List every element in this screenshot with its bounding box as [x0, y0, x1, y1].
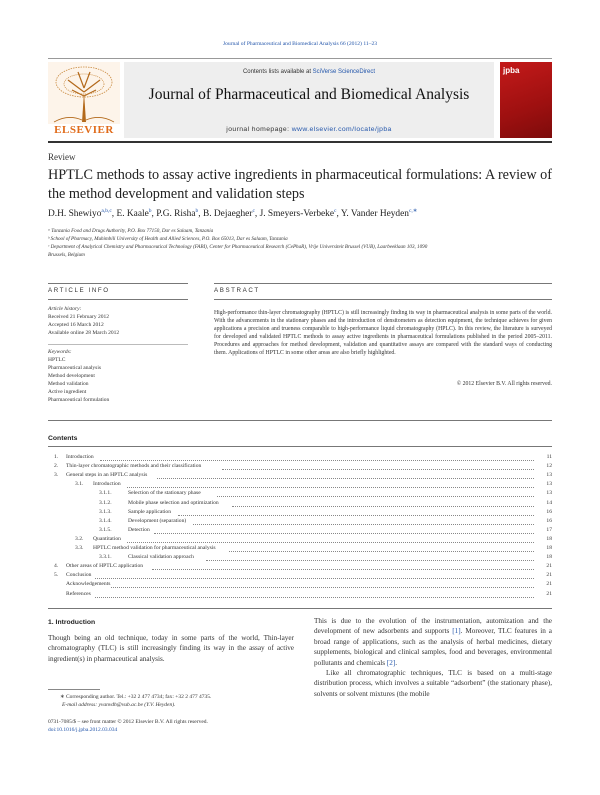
keyword: Pharmaceutical formulation — [48, 397, 110, 403]
toc-page: 21 — [546, 563, 552, 570]
keyword: Method development — [48, 373, 95, 379]
author-list: D.H. Shewiyo$^{a,b,c}$, E. Kaale$^b$, P.G. Risha$^b$, B. Dejaegher$^c$, J. Smeyers-Verbeke$^c$, Y. Vander Heyden$^{c,∗}$ — [48, 208, 418, 220]
abstract-rule-top — [214, 283, 552, 284]
author[interactable]: J. Smeyers-Verbeke — [259, 209, 335, 220]
toc-page: 21 — [546, 572, 552, 579]
keyword: HPTLC — [48, 357, 66, 363]
intro-text: . Moreover, TLC features in a broad range of applications, such as the analysis of herbal medicines, dietary supplements, biological and clinical samples, food and beverages, environmental pollutants and chemicals — [314, 627, 552, 667]
keywords-label: Keywords: — [48, 349, 72, 355]
contents-rule — [48, 446, 552, 447]
journal-title: Journal of Pharmaceutical and Biomedical Analysis — [148, 86, 470, 103]
homepage-prefix: journal homepage: — [226, 126, 292, 133]
toc-row[interactable] — [48, 535, 552, 543]
toc-leader — [206, 553, 534, 561]
article-info-rule-top — [48, 283, 188, 284]
toc-number: 3.1. — [75, 481, 84, 488]
author-affil-marker[interactable]: b — [148, 208, 152, 214]
email-note[interactable]: E-mail address: yvanvdh@vub.ac.be (Y.V. Heyden). — [62, 702, 176, 708]
doi-link[interactable]: doi:10.1016/j.jpba.2012.03.034 — [48, 727, 118, 733]
affiliation: ᵇ School of Pharmacy, Muhimbili University of Health and Allied Sciences, P.O. Box 65013, Dar es Salaam, Tanzania — [48, 236, 288, 242]
intro-paragraph-left: Though being an old technique, today in some parts of the world, Thin-layer chromatography (TLC) is still increasingly finding its way in the assay of active ingredient(s) in pharmaceutical analysis. — [48, 634, 294, 663]
toc-label[interactable]: Acknowledgements — [66, 581, 111, 588]
toc-row[interactable] — [48, 480, 552, 488]
abstract-heading: ABSTRACT — [214, 287, 260, 294]
toc-row[interactable] — [48, 562, 552, 570]
toc-row[interactable] — [48, 544, 552, 552]
toc-row[interactable] — [48, 499, 552, 507]
homepage-link[interactable]: www.elsevier.com/locate/jpba — [291, 126, 392, 133]
author[interactable]: B. Dejaegher — [202, 209, 253, 220]
toc-row[interactable] — [48, 453, 552, 461]
toc-leader — [127, 480, 534, 488]
toc-label[interactable]: HPTLC method validation for pharmaceutical analysis — [93, 545, 216, 551]
journal-homepage — [124, 126, 494, 133]
header-rule-bottom — [48, 141, 552, 143]
journal-citation[interactable]: Journal of Pharmaceutical and Biomedical Analysis 66 (2012) 11–23 — [222, 41, 378, 47]
toc-number: 4. — [54, 563, 59, 570]
keyword: Pharmaceutical analysis — [48, 365, 101, 371]
history-received: Received 21 February 2012 — [48, 314, 109, 320]
toc-label[interactable]: Thin-layer chromatographic methods and their classification — [66, 463, 202, 470]
contents-available — [124, 69, 494, 75]
keyword: Active ingredient — [48, 389, 87, 395]
toc-number: 3. — [54, 472, 59, 479]
author[interactable]: Y. Vander Heyden — [340, 209, 409, 220]
toc-row[interactable] — [48, 517, 552, 525]
toc-leader — [127, 535, 534, 543]
contents-title: Contents — [48, 435, 78, 442]
toc-leader — [152, 562, 534, 570]
toc-leader — [217, 489, 534, 497]
toc-label[interactable]: Conclusion — [66, 572, 92, 579]
toc-leader — [95, 571, 534, 579]
tree-icon — [48, 62, 120, 124]
history-online: Available online 28 March 2012 — [48, 330, 120, 336]
sciencedirect-link[interactable]: SciVerse ScienceDirect — [312, 69, 376, 75]
toc-label[interactable]: Introduction — [93, 481, 121, 488]
toc-number: 3.1.3. — [99, 508, 112, 515]
toc-page: 18 — [546, 554, 552, 561]
contents-bottom-rule — [48, 608, 552, 609]
abstract-bottom-rule — [48, 420, 552, 421]
toc-label[interactable]: Development (separation) — [128, 517, 187, 524]
intro-text: . — [395, 658, 398, 667]
toc-leader — [222, 462, 534, 470]
corresponding-author-note: ∗ Corresponding author. Tel.: +32 2 477 4734; fax: +32 2 477 4735. — [60, 694, 212, 700]
intro-paragraph-right — [314, 616, 552, 699]
toc-row[interactable] — [48, 571, 552, 579]
toc-leader — [100, 453, 534, 461]
toc-leader — [111, 580, 534, 588]
author-affil-marker[interactable]: c,∗ — [408, 208, 418, 214]
toc-page: 13 — [546, 481, 552, 488]
affiliation: Brussels, Belgium — [48, 252, 85, 258]
author[interactable]: P.G. Risha — [156, 209, 196, 220]
toc-page: 13 — [546, 490, 552, 497]
toc-page: 21 — [546, 581, 552, 588]
toc-page: 21 — [546, 590, 552, 597]
toc-number: 3.1.1. — [99, 490, 112, 497]
article-title: HPTLC methods to assay active ingredients in pharmaceutical formulations: A review of the method development and validation steps — [48, 167, 552, 202]
toc-label[interactable]: Classical validation approach — [128, 554, 194, 561]
abstract-rule — [214, 299, 552, 300]
toc-leader — [232, 499, 534, 507]
citation-link[interactable]: [1] — [452, 627, 461, 636]
toc-row[interactable] — [48, 526, 552, 534]
toc-page: 17 — [546, 526, 552, 533]
info-divider — [48, 344, 188, 345]
toc-row[interactable] — [48, 462, 552, 470]
toc-page: 11 — [546, 454, 552, 460]
toc-leader — [229, 544, 534, 552]
author-affil-marker[interactable]: b — [195, 208, 199, 214]
toc-label[interactable]: Sample application — [128, 508, 172, 515]
article-type: Review — [48, 152, 76, 162]
toc-leader — [95, 590, 534, 598]
toc-page: 18 — [546, 545, 552, 551]
toc-number: 2. — [54, 463, 59, 470]
contents-prefix: Contents lists available at — [242, 69, 313, 75]
journal-cover-title: jpba — [503, 66, 520, 75]
toc-leader — [178, 508, 534, 516]
toc-label[interactable]: Introduction — [66, 454, 94, 460]
toc-number: 3.3. — [75, 545, 84, 551]
toc-label[interactable]: Selection of the stationary phase — [128, 490, 201, 497]
publisher-wordmark[interactable]: ELSEVIER — [54, 124, 114, 136]
toc-label[interactable]: References — [66, 590, 91, 597]
toc-page: 18 — [546, 535, 552, 542]
toc-label[interactable]: Other areas of HPTLC application — [66, 563, 144, 570]
toc-page: 16 — [546, 508, 552, 515]
toc-number: 3.1.4. — [99, 517, 112, 524]
author-affil-marker[interactable]: a,b,c — [101, 208, 112, 214]
toc-page: 16 — [546, 517, 552, 524]
issn-line: 0731-7085/$ – see front matter © 2012 Elsevier B.V. All rights reserved. — [48, 719, 208, 725]
toc-number: 3.1.5. — [99, 526, 112, 533]
toc-row[interactable] — [48, 590, 552, 598]
history-accepted: Accepted 16 March 2012 — [48, 322, 104, 328]
toc-page: 12 — [546, 463, 552, 470]
author[interactable]: D.H. Shewiyo — [48, 209, 102, 220]
author-affil-marker[interactable]: c — [334, 208, 337, 214]
toc-leader — [157, 471, 534, 479]
intro-text: This is due to the evolution of the instrumentation, automization and the development of new adsorbents and supports — [314, 617, 552, 636]
section-heading-introduction: 1. Introduction — [48, 619, 96, 626]
toc-page: 13 — [546, 472, 552, 479]
toc-number: 3.1.2. — [99, 499, 112, 506]
toc-row[interactable] — [48, 580, 552, 588]
toc-page: 14 — [546, 499, 552, 506]
article-info-rule — [48, 299, 188, 300]
history-label: Article history: — [48, 306, 82, 312]
keyword: Method validation — [48, 381, 89, 387]
toc-row[interactable] — [48, 471, 552, 479]
toc-number: 1. — [54, 454, 59, 460]
intro-paragraph-2: Like all chromatographic techniques, TLC is based on a multi-stage distribution process, which involves a suitable “adsorbent” (the stationary phase), solvents or solvent mixtures (the mobile — [314, 669, 552, 698]
header-rule-top — [48, 58, 552, 59]
toc-leader — [193, 517, 534, 525]
author[interactable]: E. Kaale — [116, 209, 149, 220]
toc-number: 3.3.1. — [99, 554, 112, 561]
toc-label[interactable]: Quantitation — [93, 535, 121, 542]
abstract-text: High-performance thin-layer chromatography (HPTLC) is still increasingly finding its way in pharmaceutical analysis in some parts of the world. With the advancements in the stationary phases and the introduction of densitometers as detection equipment, the technique achieves for given applications a precision and trueness comparable to high-performance liquid chromatography (HPLC). In this review, the literature is surveyed for developed and validated HPTLC methods to assay active ingredients in pharmaceutical formulations published in the period 2005–2011. Procedures and approaches for method development, validation and quantitative assays are compared with the standard ways of conducting them. Applications of HPTLC in some other areas are also briefly highlighted. — [214, 310, 552, 357]
toc-number: 3.2. — [75, 535, 84, 542]
article-info-heading: ARTICLE INFO — [48, 287, 110, 294]
affiliation: ᵃ Tanzania Food and Drugs Authority, P.O. Box 77150, Dar es Salaam, Tanzania — [48, 228, 214, 234]
toc-leader — [154, 526, 534, 534]
footnote-rule — [48, 689, 100, 690]
toc-label[interactable]: Detection — [128, 526, 150, 533]
citation-link[interactable]: [2] — [386, 658, 396, 667]
toc-label[interactable]: Mobile phase selection and optimization — [128, 499, 219, 506]
toc-row[interactable] — [48, 553, 552, 561]
toc-row[interactable] — [48, 489, 552, 497]
affiliation: ᶜ Department of Analytical Chemistry and Pharmaceutical Technology (FABI), Center for Pharmaceutical Research (CePhaR), Vrije Universiteit Brussel (VUB), Laarbeeklaan 103, 1090 — [48, 244, 428, 250]
author-affil-marker[interactable]: c — [252, 208, 255, 214]
toc-row[interactable] — [48, 508, 552, 516]
toc-number: 5. — [54, 572, 59, 579]
copyright: © 2012 Elsevier B.V. All rights reserved. — [456, 381, 552, 387]
toc-label[interactable]: General steps in an HPTLC analysis — [66, 472, 148, 479]
